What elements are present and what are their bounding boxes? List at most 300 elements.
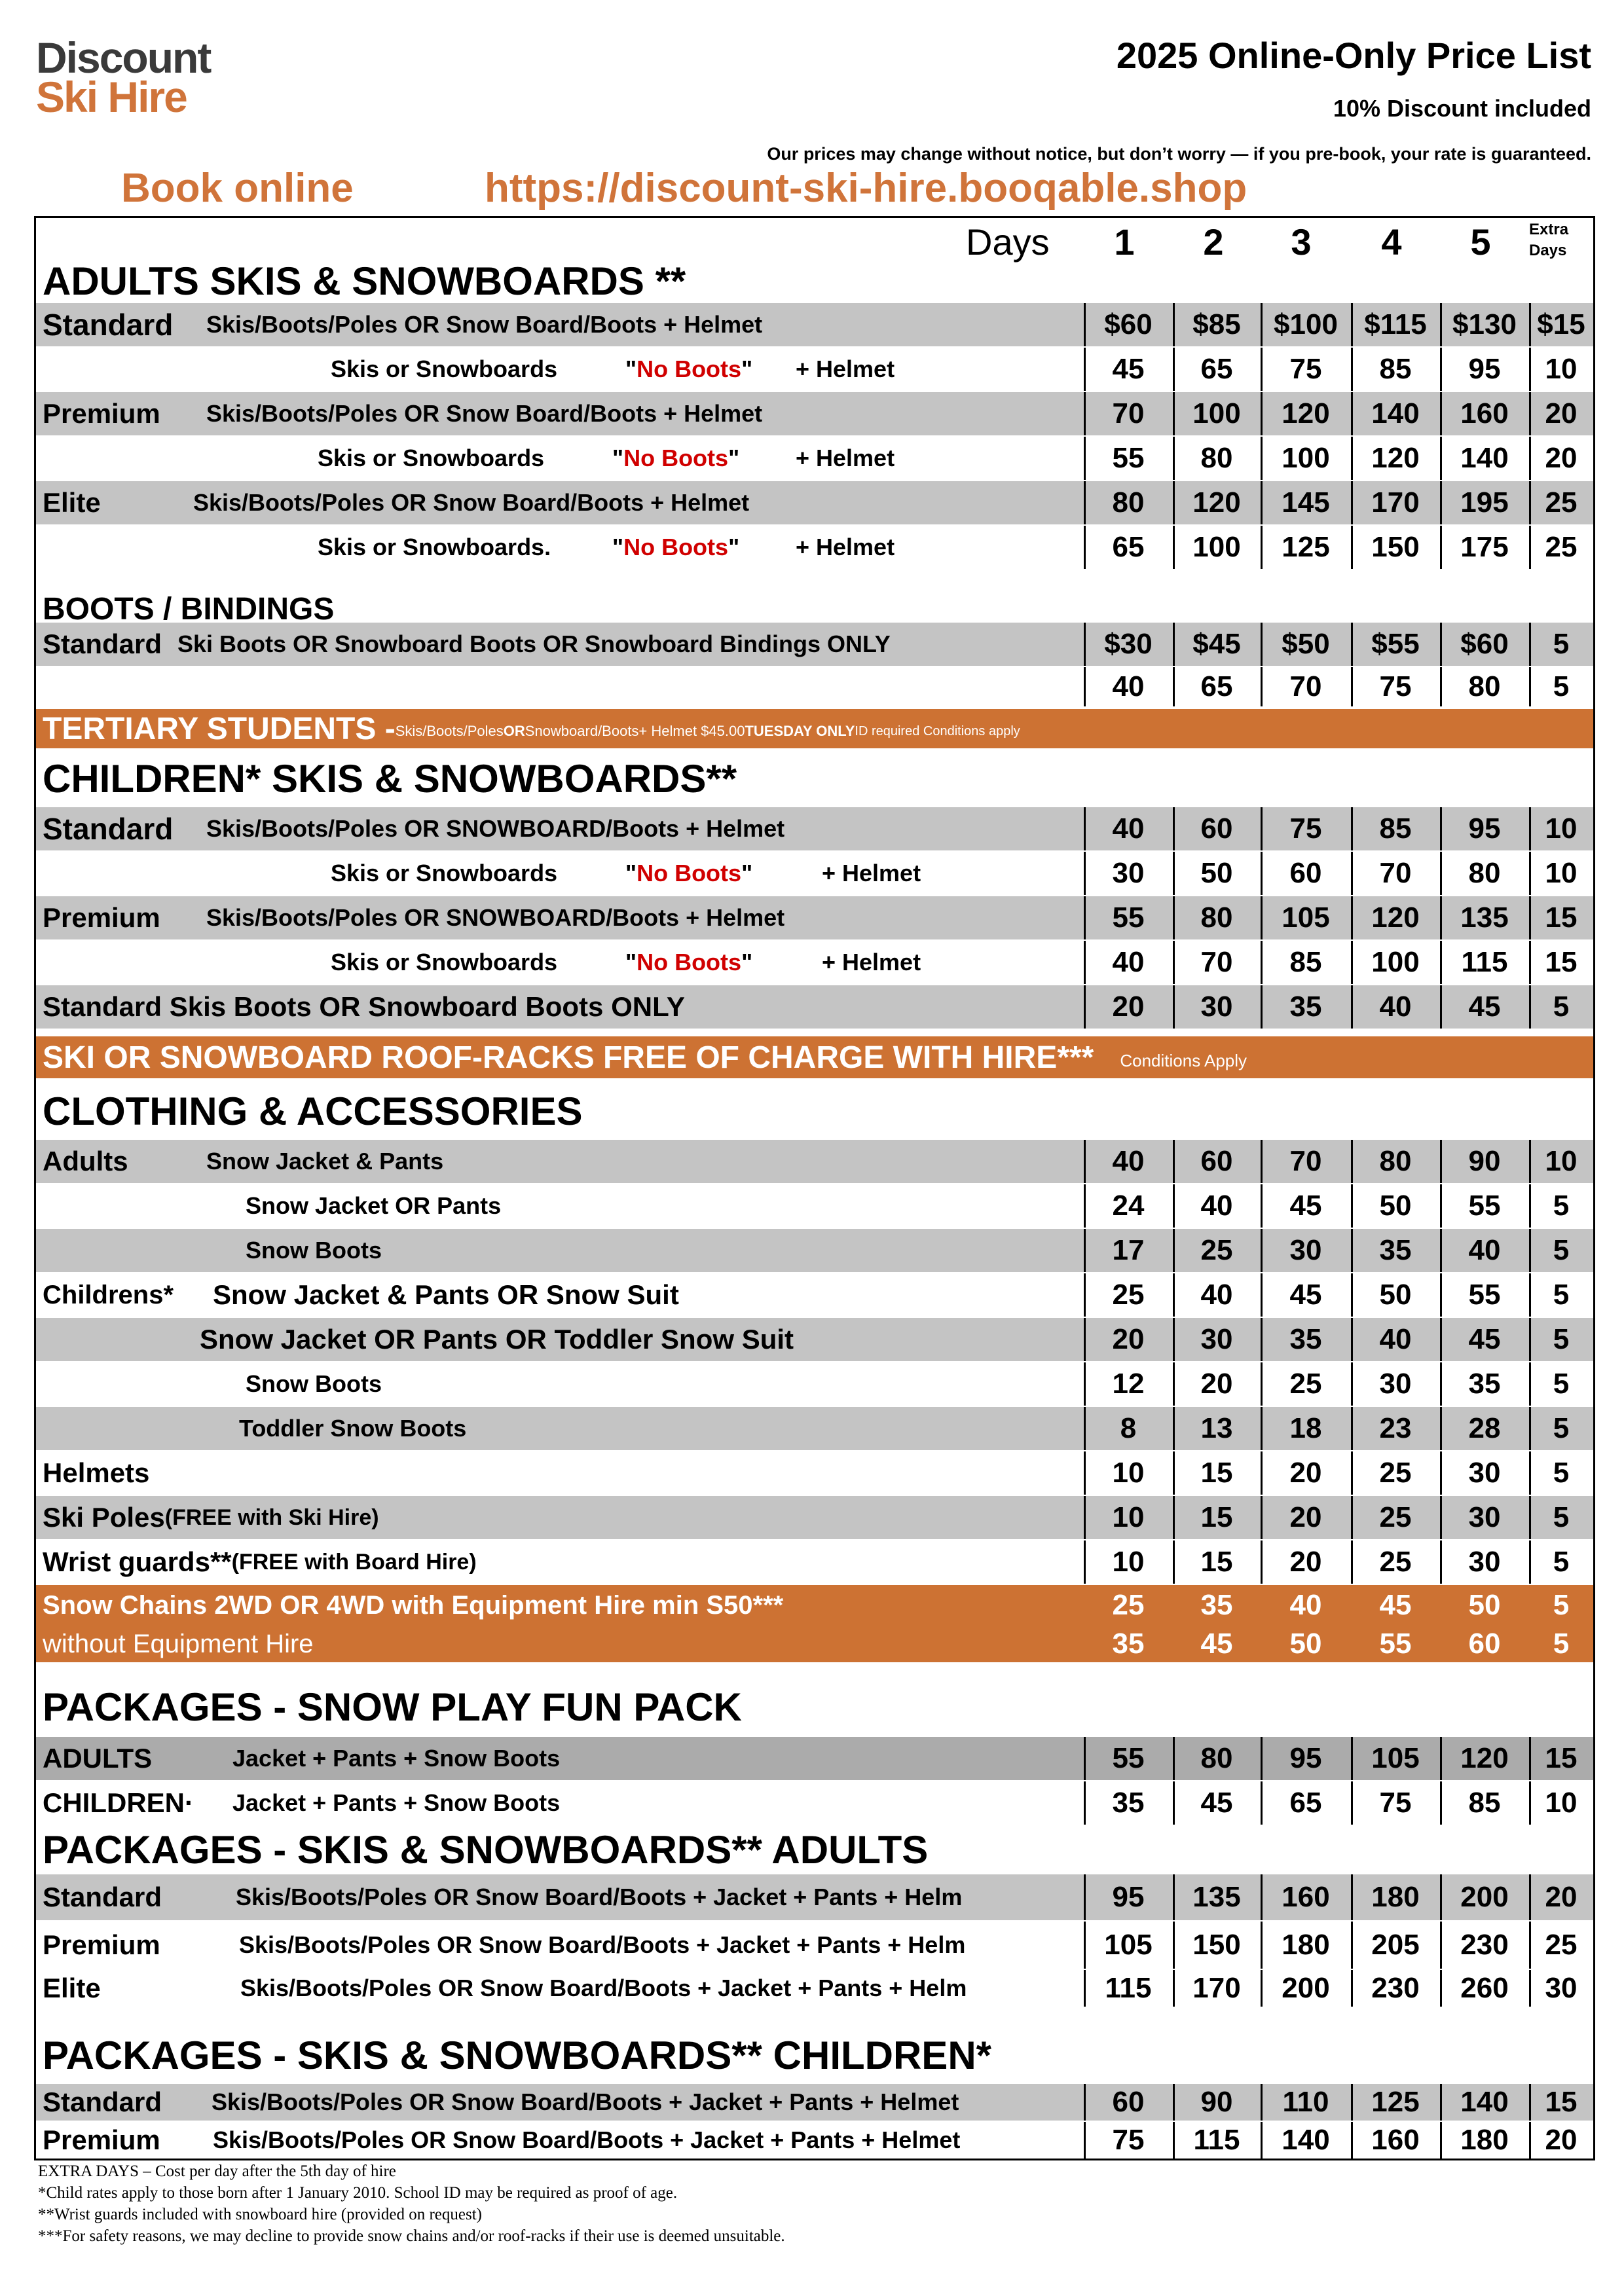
row-description: Snow Jacket & Pants OR Snow Suit: [213, 1279, 679, 1310]
column-divider: [1529, 1229, 1531, 1272]
column-divider: [1261, 1318, 1263, 1361]
column-divider: [1440, 852, 1442, 895]
price-day-2: 65: [1200, 353, 1233, 385]
price-day-2: 40: [1200, 1190, 1233, 1222]
price-day-3: 40: [1289, 1589, 1322, 1621]
price-day-4: 50: [1379, 1190, 1412, 1222]
price-day-1: 30: [1112, 857, 1145, 889]
price-table: [34, 216, 1595, 2160]
price-day-4: 35: [1379, 1234, 1412, 1266]
column-divider: [1173, 2084, 1175, 2121]
price-day-2: 50: [1200, 857, 1233, 889]
price-row-pc-std: [36, 2084, 1593, 2121]
price-row-helmets: [36, 1451, 1593, 1495]
row-description: Skis/Boots/Poles OR Snow Board/Boots + Helmet: [206, 400, 763, 427]
column-divider: [1261, 348, 1263, 391]
column-divider: [1351, 623, 1353, 666]
column-divider: [1084, 1140, 1086, 1183]
price-day-2: 65: [1200, 670, 1233, 702]
row-category: Standard: [43, 308, 174, 342]
price-day-1: 75: [1112, 2124, 1145, 2156]
row-item-note: (FREE with Board Hire): [231, 1549, 477, 1575]
price-day-4: 25: [1379, 1501, 1412, 1533]
price-day-4: 160: [1371, 2124, 1420, 2156]
column-divider: [1261, 1140, 1263, 1183]
price-day-3: 45: [1289, 1279, 1322, 1311]
price-row-cl-adults: [36, 1140, 1593, 1183]
price-day-2: 45: [1200, 1628, 1233, 1660]
price-day-5: 95: [1468, 353, 1501, 385]
price-day-1: 65: [1112, 531, 1145, 563]
helmet-label: + Helmet: [822, 949, 921, 975]
price-day-4: 75: [1379, 1787, 1412, 1819]
column-divider: [1261, 896, 1263, 939]
column-divider: [1261, 2122, 1263, 2159]
column-divider: [1440, 807, 1442, 850]
price-row-a-prem-nb: [36, 437, 1593, 480]
column-divider: [1351, 481, 1353, 524]
price-day-1: 10: [1112, 1546, 1145, 1578]
price-day-4: 50: [1379, 1279, 1412, 1311]
column-divider: [1261, 1540, 1263, 1584]
section-packages-adults: PACKAGES - SKIS & SNOWBOARDS** ADULTS: [43, 1828, 929, 1872]
price-day-2: 70: [1200, 946, 1233, 978]
price-day-4: $115: [1364, 308, 1427, 340]
column-divider: [1440, 1540, 1442, 1584]
row-category: Premium: [43, 902, 160, 933]
price-day-1: 35: [1112, 1628, 1145, 1660]
column-divider: [1529, 1922, 1531, 1969]
column-divider: [1084, 985, 1086, 1029]
price-extra-day: $15: [1537, 308, 1585, 340]
price-day-4: $55: [1371, 628, 1420, 660]
price-row-a-elite: [36, 481, 1593, 524]
column-divider: [1084, 623, 1086, 666]
price-extra-day: 5: [1553, 1368, 1570, 1400]
tertiary-title: TERTIARY STUDENTS -: [43, 711, 396, 746]
price-day-5: 80: [1468, 857, 1501, 889]
column-divider: [1529, 1184, 1531, 1228]
logo: [36, 33, 211, 121]
price-day-3: 120: [1282, 397, 1330, 429]
column-divider: [1351, 1496, 1353, 1539]
column-divider: [1173, 437, 1175, 480]
column-divider: [1261, 852, 1263, 895]
price-extra-day: 10: [1545, 1787, 1578, 1819]
row-item: Ski Poles: [43, 1502, 165, 1533]
section-boots: BOOTS / BINDINGS: [43, 592, 335, 627]
quote-mark: ": [741, 355, 753, 382]
price-day-2: $85: [1192, 308, 1241, 340]
price-day-4: 75: [1379, 670, 1412, 702]
row-description: Snow Chains 2WD OR 4WD with Equipment Hire min S50***: [43, 1590, 784, 1620]
column-divider: [1440, 1362, 1442, 1406]
column-divider: [1351, 437, 1353, 480]
price-day-4: 150: [1371, 531, 1420, 563]
price-day-3: 200: [1282, 1972, 1330, 2004]
column-divider: [1261, 1970, 1263, 2007]
column-divider: [1529, 1970, 1531, 2007]
column-divider: [1529, 2122, 1531, 2159]
roof-rack-banner: [36, 1036, 1593, 1078]
price-day-2: 15: [1200, 1546, 1233, 1578]
price-day-3: 75: [1289, 812, 1322, 845]
column-divider: [1173, 1737, 1175, 1780]
column-divider: [1529, 1273, 1531, 1317]
column-divider: [1173, 1318, 1175, 1361]
column-divider: [1173, 1229, 1175, 1272]
column-divider: [1173, 985, 1175, 1029]
price-day-1: 35: [1112, 1787, 1145, 1819]
price-day-5: 175: [1460, 531, 1509, 563]
column-divider: [1173, 1781, 1175, 1825]
row-category: Standard: [43, 2086, 162, 2117]
price-day-1: 40: [1112, 946, 1145, 978]
price-day-1: 95: [1112, 1881, 1145, 1913]
price-day-1: 10: [1112, 1457, 1145, 1489]
column-divider: [1173, 807, 1175, 850]
price-day-2: $45: [1192, 628, 1241, 660]
column-divider: [1173, 1540, 1175, 1584]
footnote-safety: ***For safety reasons, we may decline to provide snow chains and/or roof-racks if their use is deemed unsuitable.: [38, 2227, 785, 2245]
price-row-b-std: [36, 623, 1593, 666]
price-day-3: 75: [1289, 353, 1322, 385]
column-divider: [1351, 2122, 1353, 2159]
day-header-1: 1: [1114, 221, 1135, 263]
column-divider: [1173, 852, 1175, 895]
price-row-a-prem: [36, 392, 1593, 435]
column-divider: [1084, 1540, 1086, 1584]
quote-mark: ": [625, 860, 637, 886]
column-divider: [1261, 1184, 1263, 1228]
column-divider: [1440, 1781, 1442, 1825]
price-day-1: 55: [1112, 1742, 1145, 1774]
price-row-pa-std: [36, 1874, 1593, 1920]
booking-link[interactable]: https://discount-ski-hire.booqable.shop: [485, 166, 1247, 211]
row-category: Premium: [43, 398, 160, 429]
column-divider: [1173, 481, 1175, 524]
section-clothing: CLOTHING & ACCESSORIES: [43, 1089, 583, 1133]
price-day-5: 55: [1468, 1279, 1501, 1311]
column-divider: [1084, 1922, 1086, 1969]
column-divider: [1084, 2084, 1086, 2121]
helmet-label: + Helmet: [796, 445, 895, 471]
column-divider: [1084, 392, 1086, 435]
column-divider: [1440, 348, 1442, 391]
price-day-2: 135: [1192, 1881, 1241, 1913]
column-divider: [1084, 303, 1086, 346]
price-day-5: $130: [1452, 308, 1517, 340]
column-divider: [1173, 1874, 1175, 1920]
column-divider: [1084, 481, 1086, 524]
price-extra-day: 5: [1553, 1628, 1570, 1660]
row-description: Helmets: [43, 1457, 150, 1488]
row-item-note: (FREE with Ski Hire): [164, 1504, 379, 1530]
column-divider: [1261, 526, 1263, 569]
price-day-3: 65: [1289, 1787, 1322, 1819]
price-day-5: 55: [1468, 1190, 1501, 1222]
column-divider: [1173, 2122, 1175, 2159]
tertiary-detail-a: Skis/Boots/Poles: [395, 723, 504, 739]
price-day-1: 10: [1112, 1501, 1145, 1533]
price-extra-day: 25: [1545, 1929, 1578, 1961]
no-boots-text: No Boots: [637, 355, 742, 382]
column-divider: [1351, 1451, 1353, 1495]
column-divider: [1529, 1362, 1531, 1406]
price-day-5: 90: [1468, 1145, 1501, 1177]
column-divider: [1351, 348, 1353, 391]
column-divider: [1084, 852, 1086, 895]
column-divider: [1084, 896, 1086, 939]
price-day-1: 24: [1112, 1190, 1145, 1222]
column-divider: [1351, 303, 1353, 346]
column-divider: [1261, 1229, 1263, 1272]
footnote-wrist-guards: **Wrist guards included with snowboard hire (provided on request): [38, 2206, 483, 2223]
price-day-5: 200: [1460, 1881, 1509, 1913]
quote-mark: ": [741, 860, 753, 886]
column-divider: [1261, 1407, 1263, 1450]
price-day-4: 205: [1371, 1929, 1420, 1961]
column-divider: [1440, 526, 1442, 569]
price-day-1: 8: [1120, 1412, 1137, 1444]
price-day-4: 80: [1379, 1145, 1412, 1177]
row-description: Skis or Snowboards: [318, 445, 545, 471]
price-day-1: 40: [1112, 1145, 1145, 1177]
price-day-1: 40: [1112, 670, 1145, 702]
tertiary-detail-tue: TUESDAY ONLY: [745, 723, 855, 739]
price-day-5: 195: [1460, 486, 1509, 519]
column-divider: [1440, 1140, 1442, 1183]
column-divider: [1440, 896, 1442, 939]
price-row-pc-prem: [36, 2122, 1593, 2159]
no-boots-label: [612, 437, 739, 480]
column-divider: [1261, 2084, 1263, 2121]
row-category: Elite: [43, 1973, 101, 2003]
price-day-2: 80: [1200, 1742, 1233, 1774]
price-extra-day: 20: [1545, 1881, 1578, 1913]
price-day-2: 13: [1200, 1412, 1233, 1444]
price-day-4: 25: [1379, 1457, 1412, 1489]
price-extra-day: 5: [1553, 1190, 1570, 1222]
column-divider: [1084, 1451, 1086, 1495]
column-divider: [1529, 1540, 1531, 1584]
day-header-3: 3: [1291, 221, 1312, 263]
column-divider: [1440, 1318, 1442, 1361]
no-boots-label: [625, 348, 752, 391]
price-day-2: 35: [1200, 1589, 1233, 1621]
helmet-label: + Helmet: [822, 860, 921, 886]
price-day-1: 70: [1112, 397, 1145, 429]
price-row-pa-prem: [36, 1922, 1593, 1969]
column-divider: [1084, 941, 1086, 984]
column-divider: [1173, 1140, 1175, 1183]
book-online-label: Book online: [121, 166, 354, 211]
row-description: Jacket + Pants + Snow Boots: [232, 1745, 561, 1772]
price-extra-day: 15: [1545, 946, 1578, 978]
column-divider: [1529, 1318, 1531, 1361]
price-day-3: $50: [1282, 628, 1330, 660]
price-day-3: 70: [1289, 1145, 1322, 1177]
price-extra-day: 5: [1553, 628, 1570, 660]
column-divider: [1084, 1970, 1086, 2007]
row-description: Snow Jacket OR Pants: [246, 1192, 502, 1219]
column-divider: [1440, 623, 1442, 666]
column-divider: [1440, 2084, 1442, 2121]
price-extra-day: 15: [1545, 1742, 1578, 1774]
column-divider: [1529, 985, 1531, 1029]
price-row-pa-elite: [36, 1970, 1593, 2007]
price-row-c-prem: [36, 896, 1593, 939]
price-day-1: 25: [1112, 1279, 1145, 1311]
footnote-child-rates: *Child rates apply to those born after 1 January 2010. School ID may be required as proof of age.: [38, 2184, 678, 2202]
column-divider: [1261, 437, 1263, 480]
price-row-c-std-nb: [36, 852, 1593, 895]
column-divider: [1351, 2084, 1353, 2121]
price-day-4: 85: [1379, 353, 1412, 385]
price-day-1: 45: [1112, 353, 1145, 385]
column-divider: [1351, 985, 1353, 1029]
extra-days-line1: Extra: [1529, 221, 1569, 238]
column-divider: [1173, 1922, 1175, 1969]
column-divider: [1351, 941, 1353, 984]
column-divider: [1440, 1407, 1442, 1450]
price-extra-day: 5: [1553, 1279, 1570, 1311]
column-divider: [1529, 667, 1531, 706]
price-day-4: 120: [1371, 902, 1420, 934]
price-day-3: 20: [1289, 1546, 1322, 1578]
price-day-3: 20: [1289, 1457, 1322, 1489]
column-divider: [1440, 1874, 1442, 1920]
price-day-4: 25: [1379, 1546, 1412, 1578]
row-description: Skis/Boots/Poles OR Snow Board/Boots + Jacket + Pants + Helmet: [212, 2088, 959, 2115]
column-divider: [1173, 1407, 1175, 1450]
price-day-5: 160: [1460, 397, 1509, 429]
column-divider: [1440, 1496, 1442, 1539]
column-divider: [1529, 807, 1531, 850]
column-divider: [1084, 807, 1086, 850]
day-header-4: 4: [1381, 221, 1402, 263]
column-divider: [1173, 1451, 1175, 1495]
column-divider: [1261, 1273, 1263, 1317]
row-description: [43, 1496, 379, 1539]
price-day-1: $60: [1104, 308, 1153, 340]
price-day-2: 120: [1192, 486, 1241, 519]
price-day-1: 25: [1112, 1589, 1145, 1621]
price-extra-day: 30: [1545, 1972, 1578, 2004]
column-divider: [1529, 2084, 1531, 2121]
price-day-4: 140: [1371, 397, 1420, 429]
price-day-5: 35: [1468, 1368, 1501, 1400]
column-divider: [1351, 852, 1353, 895]
price-extra-day: 5: [1553, 1501, 1570, 1533]
price-row-a-std-nb: [36, 348, 1593, 391]
price-day-5: 30: [1468, 1546, 1501, 1578]
column-divider: [1529, 348, 1531, 391]
column-divider: [1084, 348, 1086, 391]
price-row-c-std: [36, 807, 1593, 850]
column-divider: [1173, 348, 1175, 391]
quote-mark: ": [728, 534, 740, 560]
column-divider: [1173, 623, 1175, 666]
price-day-2: 150: [1192, 1929, 1241, 1961]
price-day-5: 140: [1460, 442, 1509, 474]
price-extra-day: 20: [1545, 2124, 1578, 2156]
price-day-3: 140: [1282, 2124, 1330, 2156]
price-day-1: 55: [1112, 442, 1145, 474]
column-divider: [1440, 392, 1442, 435]
row-description: Skis/Boots/Poles OR SNOWBOARD/Boots + Helmet: [206, 904, 785, 931]
price-day-4: 45: [1379, 1589, 1412, 1621]
row-category: Standard: [43, 812, 174, 846]
column-divider: [1084, 1362, 1086, 1406]
column-divider: [1261, 1451, 1263, 1495]
price-row-chains2: [36, 1626, 1593, 1662]
column-divider: [1440, 437, 1442, 480]
price-day-5: 60: [1468, 1628, 1501, 1660]
no-boots-label: [612, 526, 739, 569]
roof-rack-conditions: Conditions Apply: [1120, 1050, 1247, 1070]
column-divider: [1084, 526, 1086, 569]
column-divider: [1173, 1970, 1175, 2007]
column-divider: [1173, 392, 1175, 435]
column-divider: [1173, 941, 1175, 984]
tertiary-text: [43, 709, 1020, 748]
price-day-3: 35: [1289, 991, 1322, 1023]
price-day-3: 20: [1289, 1501, 1322, 1533]
price-row-f-child: [36, 1781, 1593, 1825]
column-divider: [1440, 985, 1442, 1029]
helmet-label: + Helmet: [796, 355, 895, 382]
price-day-5: 140: [1460, 2086, 1509, 2118]
price-extra-day: 10: [1545, 812, 1578, 845]
price-day-5: 120: [1460, 1742, 1509, 1774]
row-category: Standard: [43, 1882, 162, 1912]
column-divider: [1351, 807, 1353, 850]
column-divider: [1261, 1362, 1263, 1406]
column-divider: [1084, 1737, 1086, 1780]
column-divider: [1084, 1496, 1086, 1539]
column-divider: [1084, 1229, 1086, 1272]
section-adults: ADULTS SKIS & SNOWBOARDS **: [43, 259, 686, 303]
column-divider: [1261, 1737, 1263, 1780]
price-row-cl-boots: [36, 1229, 1593, 1272]
column-divider: [1084, 2122, 1086, 2159]
section-children: CHILDREN* SKIS & SNOWBOARDS**: [43, 757, 737, 801]
column-divider: [1351, 1273, 1353, 1317]
price-day-5: 260: [1460, 1972, 1509, 2004]
price-day-3: 45: [1289, 1190, 1322, 1222]
row-description: [43, 1540, 477, 1584]
no-boots-label: [625, 852, 752, 895]
column-divider: [1173, 1184, 1175, 1228]
column-divider: [1529, 941, 1531, 984]
price-day-1: 80: [1112, 486, 1145, 519]
column-divider: [1261, 392, 1263, 435]
column-divider: [1440, 667, 1442, 706]
price-day-3: 110: [1282, 2086, 1329, 2118]
price-day-2: 30: [1200, 991, 1233, 1023]
column-divider: [1173, 1362, 1175, 1406]
price-day-1: 40: [1112, 812, 1145, 845]
price-day-2: 100: [1192, 531, 1241, 563]
quote-mark: ": [625, 355, 637, 382]
price-day-5: 95: [1468, 812, 1501, 845]
price-extra-day: 5: [1553, 1234, 1570, 1266]
price-day-2: 25: [1200, 1234, 1233, 1266]
column-divider: [1351, 667, 1353, 706]
price-day-2: 60: [1200, 812, 1233, 845]
price-day-2: 40: [1200, 1279, 1233, 1311]
